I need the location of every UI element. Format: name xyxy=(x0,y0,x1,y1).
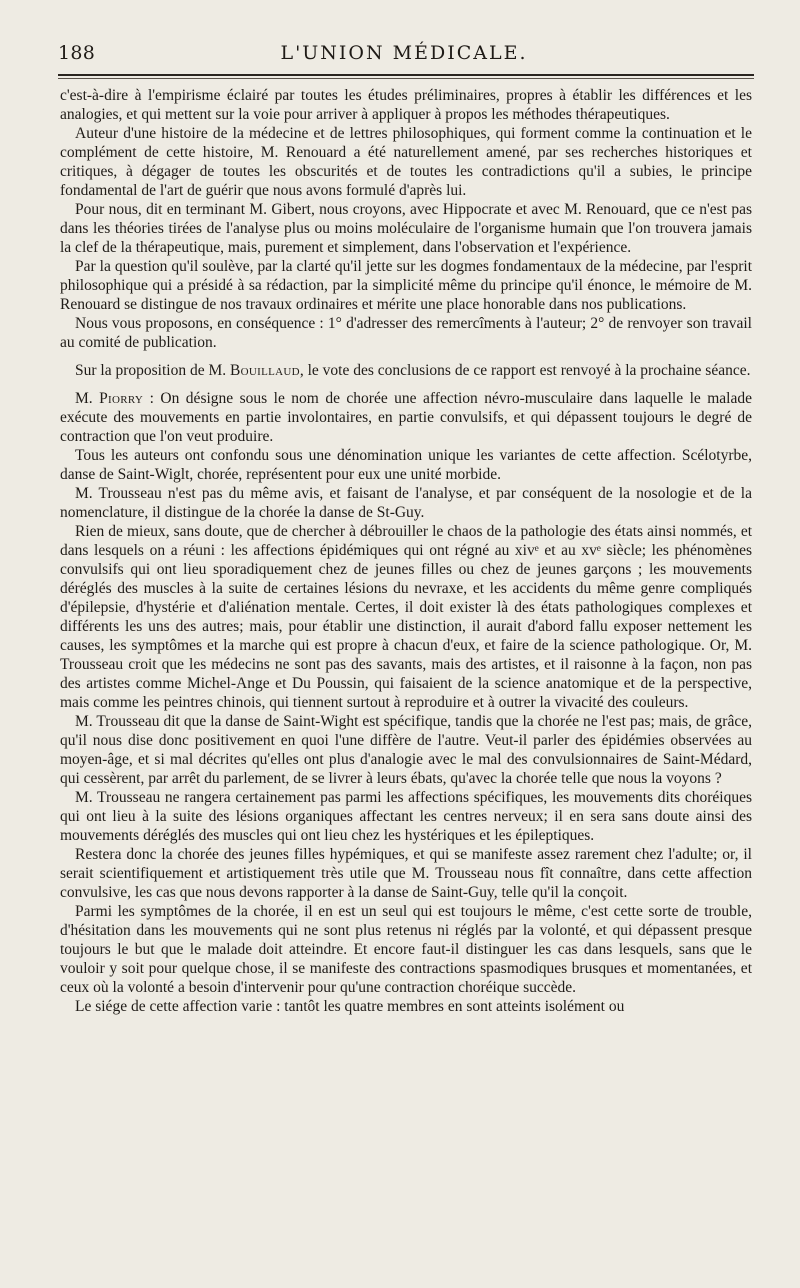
speaker-bouillaud: Bouillaud xyxy=(230,362,300,379)
header-rule xyxy=(58,74,754,76)
speaker-piorry: Piorry xyxy=(99,390,144,407)
paragraph-trousseau-avis: M. Trousseau n'est pas du même avis, et faisant de l'analyse, et par conséquent de la nosologie et de la nomenclature, il distingue de la chorée la danse de St-Guy. xyxy=(60,485,752,521)
paragraph-empirisme: c'est-à-dire à l'empirisme éclairé par toutes les études préliminaires, propres à établir les différences et les analogies, et qui mettent sur la voie pour arriver à appliquer à propos les méthodes thérapeutiques. xyxy=(60,87,752,123)
page-header xyxy=(58,38,750,72)
piorry-prefix: M. xyxy=(75,390,100,407)
paragraph-restera: Restera donc la chorée des jeunes filles hypémiques, et qui se manifeste assez rarement chez l'adulte; or, il serait scientifiquement et artistiquement très utile que M. Trousseau nous fît connaître, dans cette affection convulsive, les cas que nous devons rapporter à la danse de Saint-Guy, telle qu'il la conçoit. xyxy=(60,846,752,901)
article-body xyxy=(60,86,752,1016)
paragraph-proposition: Nous vous proposons, en conséquence : 1° d'adresser des remercîments à l'auteur; 2° de renvoyer son travail au comité de publication. xyxy=(60,315,752,351)
paragraph-symptomes: Parmi les symptômes de la chorée, il en est un seul qui est toujours le même, c'est cette sorte de trouble, d'hésitation dans les mouvements qui ne sont plus retenus ni réglés par la volonté, et qui dépassent presque toujours le but que le malade doit atteindre. Et encore faut-il distinguer les cas dans lesquels, sans que le vouloir y soit pour quelque chose, il se manifeste des contractions spasmodiques brusques et momentanées, et ceux où la volonté a besoin d'intervenir pour qu'une contraction choréique succède. xyxy=(60,903,752,996)
piorry-text: : On désigne sous le nom de chorée une affection névro-musculaire dans laquelle le malade exécute des mouvements en partie involontaires, en partie convulsifs, et qui dépassent toujours le degré de contraction que l'on veut produire. xyxy=(60,390,752,445)
running-title: L'UNION MÉDICALE. xyxy=(280,42,528,64)
paragraph-specifiques: M. Trousseau ne rangera certainement pas parmi les affections spécifiques, les mouvements dits choréiques qui ont lieu à la suite des lésions organiques affectant les centres nerveux; il en sera sans doute ainsi des mouvements déréglés des muscles qui ont lieu chez les hystériques et les épileptiques. xyxy=(60,789,752,844)
paragraph-siege: Le siége de cette affection varie : tantôt les quatre membres en sont atteints isolément ou xyxy=(75,998,625,1015)
vote-text: , le vote des conclusions de ce rapport est renvoyé à la prochaine séance. xyxy=(299,362,751,379)
paragraph-gibert: Pour nous, dit en terminant M. Gibert, nous croyons, avec Hippocrate et avec M. Renouard, que ce n'est pas dans les théories tirées de l'analyse plus ou moins moléculaire de l'organisme humain que l'on trouvera jamais la clef de la thérapeutique, mais, purement et simplement, dans l'observation et l'expérience. xyxy=(60,201,752,256)
paragraph-question: Par la question qu'il soulève, par la clarté qu'il jette sur les dogmes fondamentaux de la médecine, par l'esprit philosophique qui a présidé à sa rédaction, par la simplicité même du principe qu'il énonce, le mémoire de M. Renouard se distingue de nos travaux ordinaires et mérite une place honorable dans nos publications. xyxy=(60,258,752,313)
vote-prefix: Sur la proposition de M. xyxy=(75,362,230,379)
paragraph-piorry xyxy=(60,389,752,446)
paragraph-auteurs: Tous les auteurs ont confondu sous une dénomination unique les variantes de cette affection. Scélotyrbe, danse de Saint-Wiglt, chorée, représentent pour eux une unité morbide. xyxy=(60,447,752,483)
paragraph-auteur: Auteur d'une histoire de la médecine et de lettres philosophiques, qui forment comme la continuation et le complément de cette histoire, M. Renouard a été naturellement amené, par ses recherches historiques et critiques, à dégager de toutes les obscurités et de toutes les contradictions qu'il a subies, le principe fondamental de l'art de guérir que nous avons formulé d'après lui. xyxy=(60,125,752,199)
paragraph-saint-wight: M. Trousseau dit que la danse de Saint-Wight est spécifique, tandis que la chorée ne l'est pas; mais, de grâce, qu'il nous dise donc positivement en quoi l'une diffère de l'autre. Veut-il parler des épidémies observées au moyen-âge, et si mal décrites qu'elles ont plus d'analogie avec le mal des convulsionnaires de Saint-Médard, qui cessèrent, par arrêt du parlement, de se livrer à leurs ébats, qu'avec la chorée telle que nous la voyons ? xyxy=(60,713,752,787)
paragraph-vote xyxy=(60,361,752,380)
page-number: 188 xyxy=(58,42,96,64)
paragraph-rien-de-mieux: Rien de mieux, sans doute, que de chercher à débrouiller le chaos de la pathologie des états ainsi nommés, et dans lesquels on a réuni : les affections épidémiques qui ont régné au xivᵉ et au xvᵉ siècle; les phénomènes convulsifs qui ont lieu sporadiquement chez de jeunes filles ou chez de jeunes garçons ; les mouvements déréglés des muscles à la suite de certaines lésions du nevraxe, et les accidents du même genre compliqués d'épilepsie, d'hystérie et d'aliénation mentale. Certes, il doit exister là des états pathologiques complexes et différents les uns des autres; mais, pour établir une distinction, il aurait d'abord fallu exposer nettement les causes, les symptômes et la marche qui est propre à chacun d'eux, et faire de la science pathologique. Or, M. Trousseau croit que les médecins ne sont pas des savants, mais des artistes, et il raisonne à la façon, non pas des artistes comme Michel-Ange et Du Poussin, qui faisaient de la science anatomique et de la perspective, mais comme les peintres chinois, qui tiennent surtout à reproduire et à outrer la vivacité des couleurs. xyxy=(60,523,752,711)
header-rule-thin xyxy=(58,78,754,79)
